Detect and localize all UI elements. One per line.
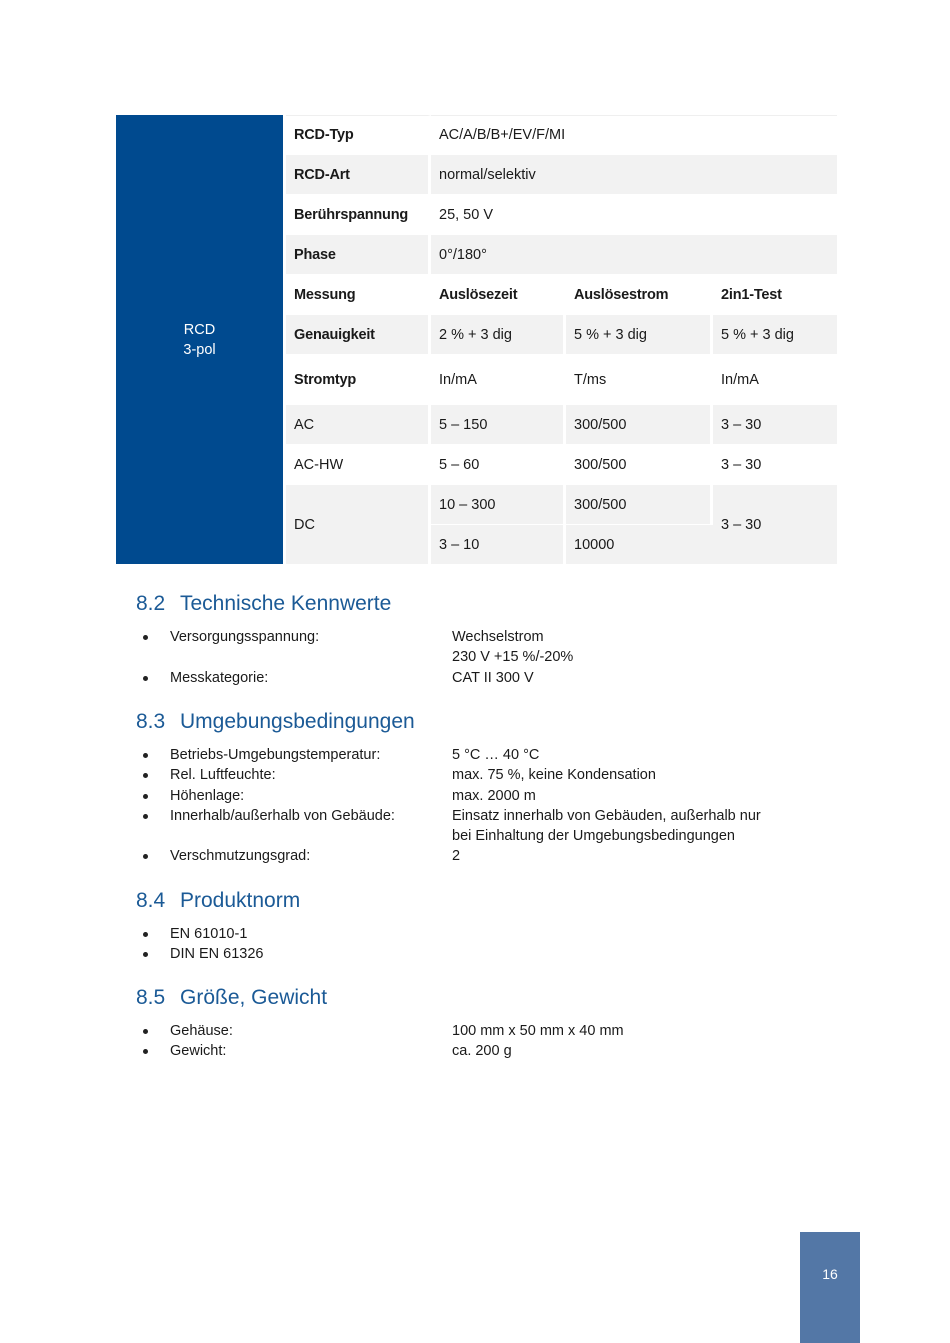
item-value: CAT II 300 V bbox=[452, 669, 534, 686]
rcd-art-label: RCD-Art bbox=[286, 155, 431, 195]
ac-hw-c2: 300/500 bbox=[566, 445, 713, 485]
list-item bbox=[136, 924, 836, 944]
section-heading: Technische Kennwerte bbox=[180, 592, 392, 615]
dc-c2b: 10000 bbox=[566, 525, 713, 565]
item-value: 100 mm x 50 mm x 40 mm bbox=[452, 1023, 624, 1039]
list-item bbox=[136, 765, 836, 785]
phase-label: Phase bbox=[286, 235, 431, 275]
messung-2in1-test: 2in1-Test bbox=[713, 275, 837, 315]
dc-label: DC bbox=[286, 485, 431, 565]
item-value: max. 75 %, keine Kondensation bbox=[452, 767, 656, 784]
section-title-8-2 bbox=[136, 591, 391, 617]
section-title-8-4 bbox=[136, 888, 300, 914]
item-value-line2: bei Einhaltung der Umgebungsbedingungen bbox=[452, 828, 735, 845]
rcd-typ-value: AC/A/B/B+/EV/F/MI bbox=[431, 115, 837, 155]
dc-c2a: 300/500 bbox=[566, 485, 713, 525]
list-item bbox=[136, 668, 836, 688]
messung-label: Messung bbox=[286, 275, 431, 315]
list-item bbox=[136, 1021, 836, 1041]
stromtyp-c3: In/mA bbox=[713, 355, 837, 405]
list-item bbox=[136, 806, 836, 847]
stromtyp-label: Stromtyp bbox=[286, 355, 431, 405]
item-key: Innerhalb/außerhalb von Gebäude: bbox=[170, 807, 395, 824]
item-value: ca. 200 g bbox=[452, 1043, 512, 1060]
list-item bbox=[136, 846, 836, 866]
item-value bbox=[452, 627, 836, 668]
messung-ausloesezeit: Auslösezeit bbox=[431, 275, 566, 315]
list-item bbox=[136, 1041, 836, 1061]
genauigkeit-label: Genauigkeit bbox=[286, 315, 431, 355]
beruehrspannung-label: Berührspannung bbox=[286, 195, 431, 235]
ac-c2: 300/500 bbox=[566, 405, 713, 445]
ac-c1: 5 – 150 bbox=[431, 405, 566, 445]
section-heading: Größe, Gewicht bbox=[180, 986, 328, 1009]
item-value: DIN EN 61326 bbox=[170, 946, 264, 963]
rcd-3pol-side-label bbox=[116, 115, 286, 565]
ac-label: AC bbox=[286, 405, 431, 445]
item-key: Verschmutzungsgrad: bbox=[170, 848, 311, 865]
rcd-typ-label: RCD-Typ bbox=[286, 115, 431, 155]
item-key: Versorgungsspannung: bbox=[170, 629, 320, 645]
section-number: 8.5 bbox=[136, 986, 166, 1009]
item-value-line2: 230 V +15 %/-20% bbox=[452, 649, 574, 666]
section-title-8-3 bbox=[136, 709, 415, 735]
item-key: Gehäuse: bbox=[170, 1023, 233, 1039]
list-produktnorm bbox=[136, 924, 836, 965]
page-number: 16 bbox=[800, 1232, 860, 1343]
section-number: 8.2 bbox=[136, 592, 166, 615]
dc-c1a: 10 – 300 bbox=[431, 485, 566, 525]
section-number: 8.3 bbox=[136, 710, 166, 733]
list-item bbox=[136, 627, 836, 668]
genauigkeit-c3: 5 % + 3 dig bbox=[713, 315, 837, 355]
list-item bbox=[136, 786, 836, 806]
section-heading: Umgebungsbedingungen bbox=[180, 710, 415, 733]
item-value bbox=[452, 806, 836, 847]
item-key: Rel. Luftfeuchte: bbox=[170, 767, 276, 784]
stromtyp-c1: In/mA bbox=[431, 355, 566, 405]
section-title-8-5 bbox=[136, 985, 327, 1011]
item-key: Höhenlage: bbox=[170, 787, 245, 804]
dc-c3: 3 – 30 bbox=[713, 485, 837, 565]
list-item bbox=[136, 745, 836, 765]
genauigkeit-c1: 2 % + 3 dig bbox=[431, 315, 566, 355]
item-value: max. 2000 m bbox=[452, 787, 536, 804]
item-value: EN 61010-1 bbox=[170, 926, 248, 942]
ac-hw-c3: 3 – 30 bbox=[713, 445, 837, 485]
rcd-art-value: normal/selektiv bbox=[431, 155, 837, 195]
item-value-line1: Einsatz innerhalb von Gebäuden, außerhalb nur bbox=[452, 807, 761, 824]
list-umgebungsbedingungen bbox=[136, 745, 836, 867]
item-key: Gewicht: bbox=[170, 1043, 227, 1060]
item-key: Betriebs-Umgebungstemperatur: bbox=[170, 747, 381, 763]
ac-hw-label: AC-HW bbox=[286, 445, 431, 485]
side-label-3pol: 3-pol bbox=[183, 341, 216, 358]
item-value: 2 bbox=[452, 848, 461, 865]
item-value: 5 °C … 40 °C bbox=[452, 747, 540, 763]
dc-c1b: 3 – 10 bbox=[431, 525, 566, 565]
ac-c3: 3 – 30 bbox=[713, 405, 837, 445]
side-label-rcd: RCD bbox=[183, 321, 216, 338]
genauigkeit-c2: 5 % + 3 dig bbox=[566, 315, 713, 355]
messung-ausloesestrom: Auslösestrom bbox=[566, 275, 713, 315]
list-technische-kennwerte bbox=[136, 627, 836, 688]
list-item bbox=[136, 944, 836, 964]
stromtyp-c2: T/ms bbox=[566, 355, 713, 405]
item-value-line1: Wechselstrom bbox=[452, 629, 544, 645]
phase-value: 0°/180° bbox=[431, 235, 837, 275]
table-row-rcd-typ bbox=[116, 115, 837, 155]
section-heading: Produktnorm bbox=[180, 889, 301, 912]
beruehrspannung-value: 25, 50 V bbox=[431, 195, 837, 235]
ac-hw-c1: 5 – 60 bbox=[431, 445, 566, 485]
section-number: 8.4 bbox=[136, 889, 166, 912]
item-key: Messkategorie: bbox=[170, 669, 269, 686]
rcd-spec-table bbox=[116, 115, 837, 565]
list-groesse-gewicht bbox=[136, 1021, 836, 1062]
